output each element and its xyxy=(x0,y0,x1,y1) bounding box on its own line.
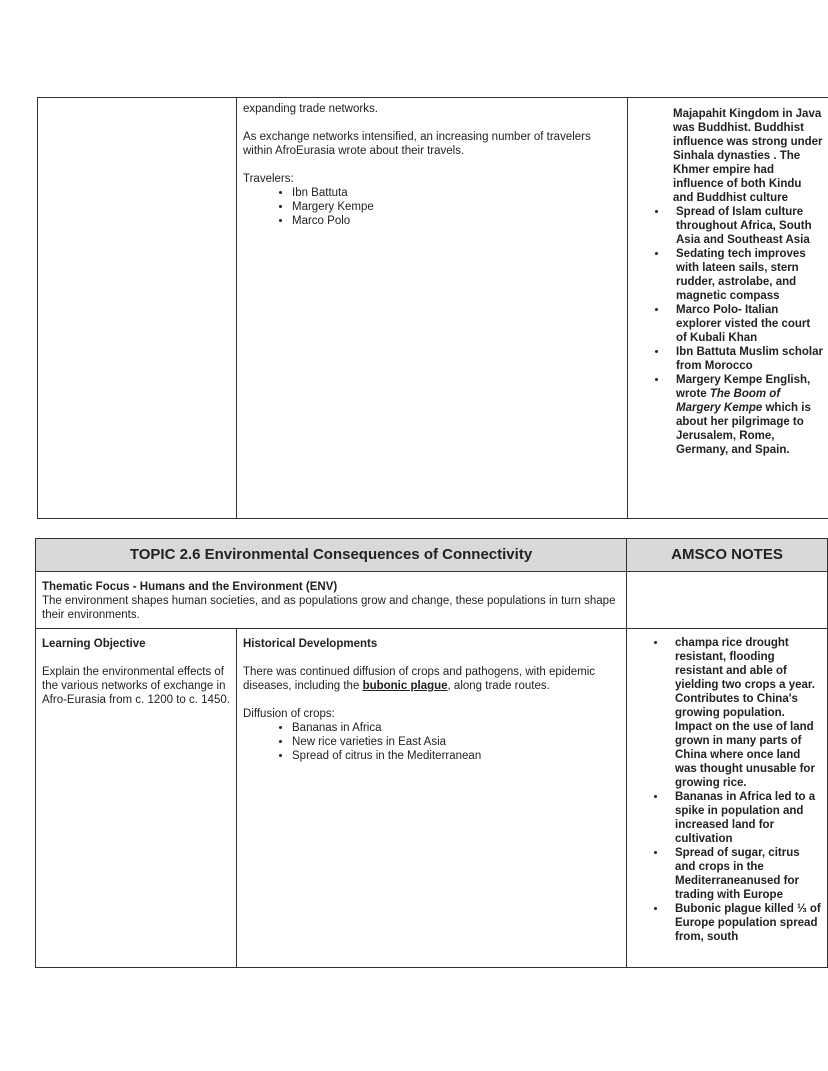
crops-list xyxy=(243,721,620,763)
table-topic-2-6 xyxy=(35,538,828,968)
travelers-list xyxy=(243,186,621,228)
hd-text xyxy=(243,665,620,693)
note-text: Margery Kempe English, wrote xyxy=(676,374,811,400)
list-item: • Sedating tech improves with lateen sails, stern rudder, astrolabe, and magnetic compass xyxy=(668,247,824,303)
empty-cell xyxy=(627,572,828,629)
list-item: • New rice varieties in East Asia xyxy=(292,735,620,749)
paragraph: expanding trade networks. xyxy=(243,103,378,115)
hd-text-pre: There was continued diffusion of crops and pathogens, with epidemic diseases, including the xyxy=(243,666,596,692)
bubonic-plague-link[interactable]: bubonic plague xyxy=(362,680,448,692)
book-title: The Boom of Margery Kempe xyxy=(676,388,781,414)
notes-continued: Majapahit Kingdom in Java was Buddhist. Buddhist influence was strong under Sinhala dynasties . The Khmer empire had influence of both Kindu and Buddhist culture xyxy=(673,108,823,204)
list-item: • Spread of Islam culture throughout Africa, South Asia and Southeast Asia xyxy=(668,205,824,247)
list-item: • Bananas in Africa xyxy=(292,721,620,735)
thematic-title: Thematic Focus - Humans and the Environment (ENV) xyxy=(42,581,338,593)
topic-header: TOPIC 2.6 Environmental Consequences of Connectivity xyxy=(36,539,627,572)
note-text: which is about her pilgrimage to Jerusalem, Rome, Germany, and Spain. xyxy=(676,402,811,456)
notes-cell xyxy=(628,98,828,519)
list-item: • Ibn Battuta Muslim scholar from Morocco xyxy=(668,345,824,373)
list-item: • Bananas in Africa led to a spike in population and increased land for cultivation xyxy=(667,790,823,846)
list-item: • Marco Polo xyxy=(292,214,621,228)
travelers-label: Travelers: xyxy=(243,173,294,185)
list-item: • Bubonic plague killed ⅓ of Europe population spread from, south xyxy=(667,902,823,944)
historical-developments-cell xyxy=(237,629,627,968)
paragraph: As exchange networks intensified, an increasing number of travelers within AfroEurasia wrote about their travels. xyxy=(243,131,591,157)
list-item: • champa rice drought resistant, flooding resistant and able of yielding two crops a year. Contributes to China's growing population. Impact on the use of land grown in many parts of China where once land was thought unusable for growing rice. xyxy=(667,636,823,790)
notes-header: AMSCO NOTES xyxy=(627,539,828,572)
amsco-notes-cell xyxy=(627,629,828,968)
list-item: • Marco Polo- Italian explorer visted the court of Kubali Khan xyxy=(668,303,824,345)
thematic-text: The environment shapes human societies, and as populations grow and change, these populations in turn shape their environments. xyxy=(42,595,616,621)
empty-cell xyxy=(38,98,237,519)
diffusion-label: Diffusion of crops: xyxy=(243,708,335,720)
lo-text: Explain the environmental effects of the various networks of exchange in Afro-Eurasia from c. 1200 to c. 1450. xyxy=(42,666,230,706)
developments-cell xyxy=(237,98,628,519)
amsco-notes-list xyxy=(627,636,823,944)
list-item: • Margery Kempe xyxy=(292,200,621,214)
learning-objective-cell xyxy=(36,629,237,968)
list-item: • Spread of citrus in the Mediterranean xyxy=(292,749,620,763)
list-item: • Spread of sugar, citrus and crops in the Mediterraneanused for trading with Europe xyxy=(667,846,823,902)
notes-list xyxy=(628,205,824,457)
hd-title: Historical Developments xyxy=(243,638,378,650)
hd-text-post: , along trade routes. xyxy=(447,680,550,692)
lo-title: Learning Objective xyxy=(42,638,146,650)
thematic-focus-cell xyxy=(36,572,627,629)
table-continued xyxy=(37,97,828,519)
list-item: • Ibn Battuta xyxy=(292,186,621,200)
list-item xyxy=(668,373,824,457)
